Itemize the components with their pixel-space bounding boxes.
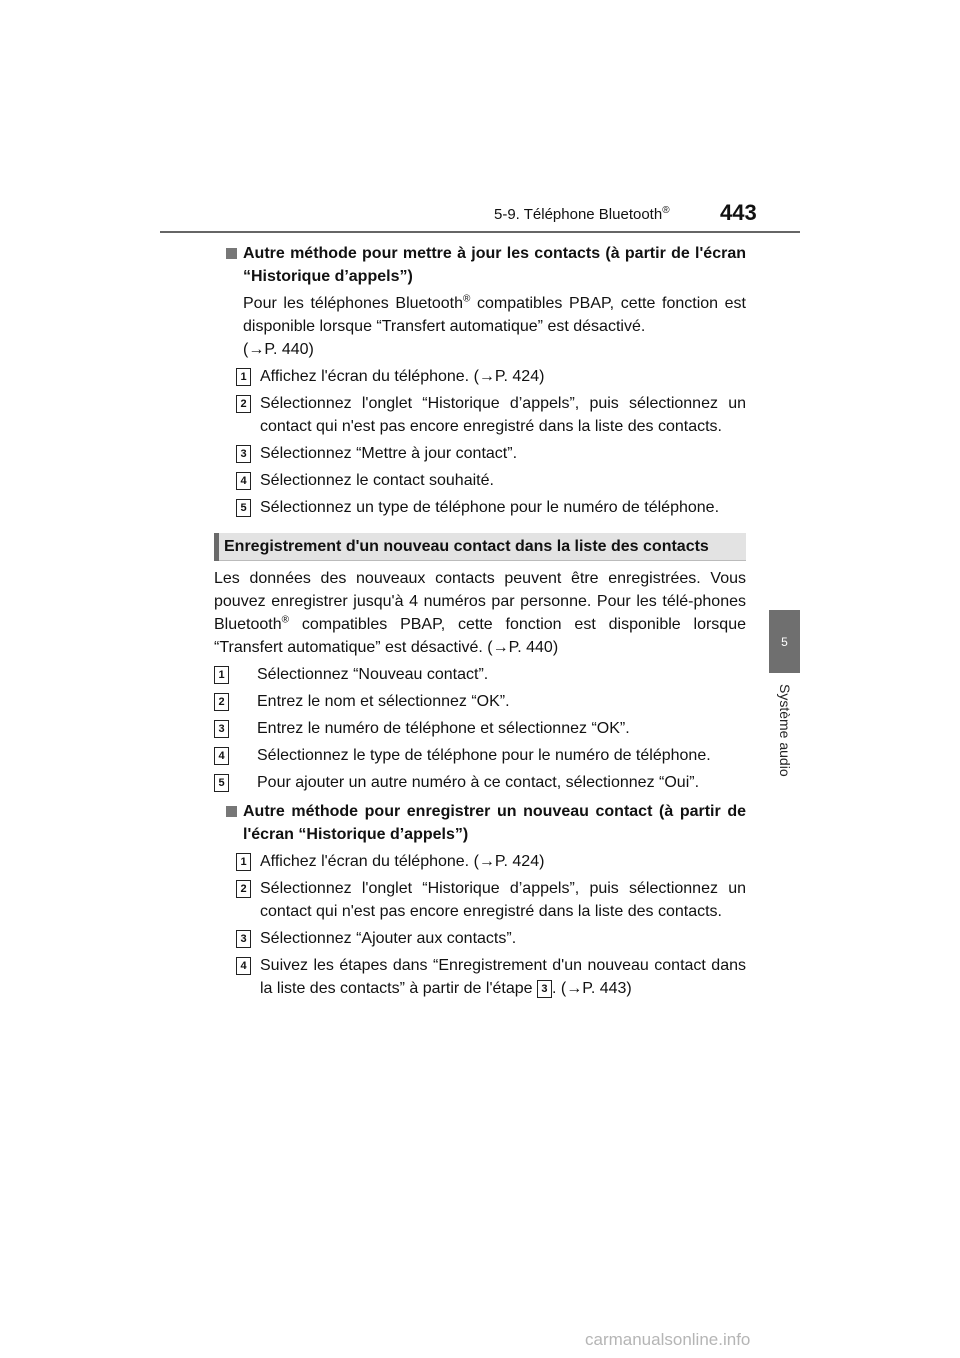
- step-item: 3 Entrez le numéro de téléphone et sélectionnez “OK”.: [214, 717, 746, 740]
- step-number-box: 2: [236, 880, 251, 898]
- section-bar-edge: [214, 533, 219, 561]
- header-rule: [160, 231, 800, 233]
- step-number-box: 1: [214, 666, 229, 684]
- step-number-box: 3: [236, 930, 251, 948]
- step-item: 2 Sélectionnez l'onglet “Historique d’appels”, puis sélectionnez un contact qui n'est pas encore enregistré dans la liste des contacts.: [214, 877, 746, 923]
- step-number-box: 1: [236, 853, 251, 871]
- step-number-box: 3: [236, 445, 251, 463]
- subheading-register-contact: Autre méthode pour enregistrer un nouveau contact (à partir de l'écran “Historique d’appels”): [214, 800, 746, 846]
- step-item: 5 Sélectionnez un type de téléphone pour le numéro de téléphone.: [214, 496, 746, 519]
- step-item: 4 Sélectionnez le type de téléphone pour le numéro de téléphone.: [214, 744, 746, 767]
- step-number-box: 2: [214, 693, 229, 711]
- intro-paragraph: Pour les téléphones Bluetooth® compatibles PBAP, cette fonction est disponible lorsque “Transfert automatique” est désactivé.: [243, 293, 747, 335]
- step-number-box: 4: [214, 747, 229, 765]
- page-content: [214, 242, 746, 1000]
- section-title: 5-9. Téléphone Bluetooth®: [494, 205, 670, 223]
- step-number-box: 1: [236, 368, 251, 386]
- step-item: 1 Affichez l'écran du téléphone. (→P. 424): [214, 850, 746, 873]
- watermark: carmanualsonline.info: [585, 1330, 751, 1349]
- step-number-box: 2: [236, 395, 251, 413]
- chapter-tab: 5: [769, 610, 800, 673]
- step-item: 4 Sélectionnez le contact souhaité.: [214, 469, 746, 492]
- square-bullet-icon: [226, 806, 237, 817]
- step-item: 2 Sélectionnez l'onglet “Historique d’appels”, puis sélectionnez un contact qui n'est pas encore enregistré dans la liste des contacts.: [214, 392, 746, 438]
- section-header-new-contact: Enregistrement d'un nouveau contact dans la liste des contacts: [214, 533, 746, 561]
- subheading-update-contacts: Autre méthode pour mettre à jour les contacts (à partir de l'écran “Historique d’appels”): [214, 242, 746, 288]
- step-item: 3 Sélectionnez “Ajouter aux contacts”.: [214, 927, 746, 950]
- step-number-box: 5: [236, 499, 251, 517]
- step-number-box: 4: [236, 472, 251, 490]
- step-item: 4 Suivez les étapes dans “Enregistrement d'un nouveau contact dans la liste des contacts” à partir de l'étape 3 . (→P. 443): [214, 954, 746, 1000]
- step-item: 5 Pour ajouter un autre numéro à ce contact, sélectionnez “Oui”.: [214, 771, 746, 794]
- page-reference: (→P. 440): [243, 341, 314, 358]
- step-number-box: 4: [236, 957, 251, 975]
- step-item: 3 Sélectionnez “Mettre à jour contact”.: [214, 442, 746, 465]
- step-number-box: 5: [214, 774, 229, 792]
- page-number: 443: [720, 200, 757, 225]
- step-number-box: 3: [214, 720, 229, 738]
- new-contact-paragraph: Les données des nouveaux contacts peuvent être enregistrées. Vous pouvez enregistrer jusqu'à 4 numéros par personne. Pour les télé-phones Bluetooth® compatibles PBAP, cette fonction est disponible lorsque “Transfert automatique” est désactivé. (→P. 440): [214, 570, 746, 656]
- step-item: 1 Sélectionnez “Nouveau contact”.: [214, 663, 746, 686]
- inline-step-reference-box: 3: [537, 980, 552, 998]
- square-bullet-icon: [226, 248, 237, 259]
- step-item: 2 Entrez le nom et sélectionnez “OK”.: [214, 690, 746, 713]
- step-item: 1 Affichez l'écran du téléphone. (→P. 424): [214, 365, 746, 388]
- chapter-label: Système audio: [777, 683, 793, 777]
